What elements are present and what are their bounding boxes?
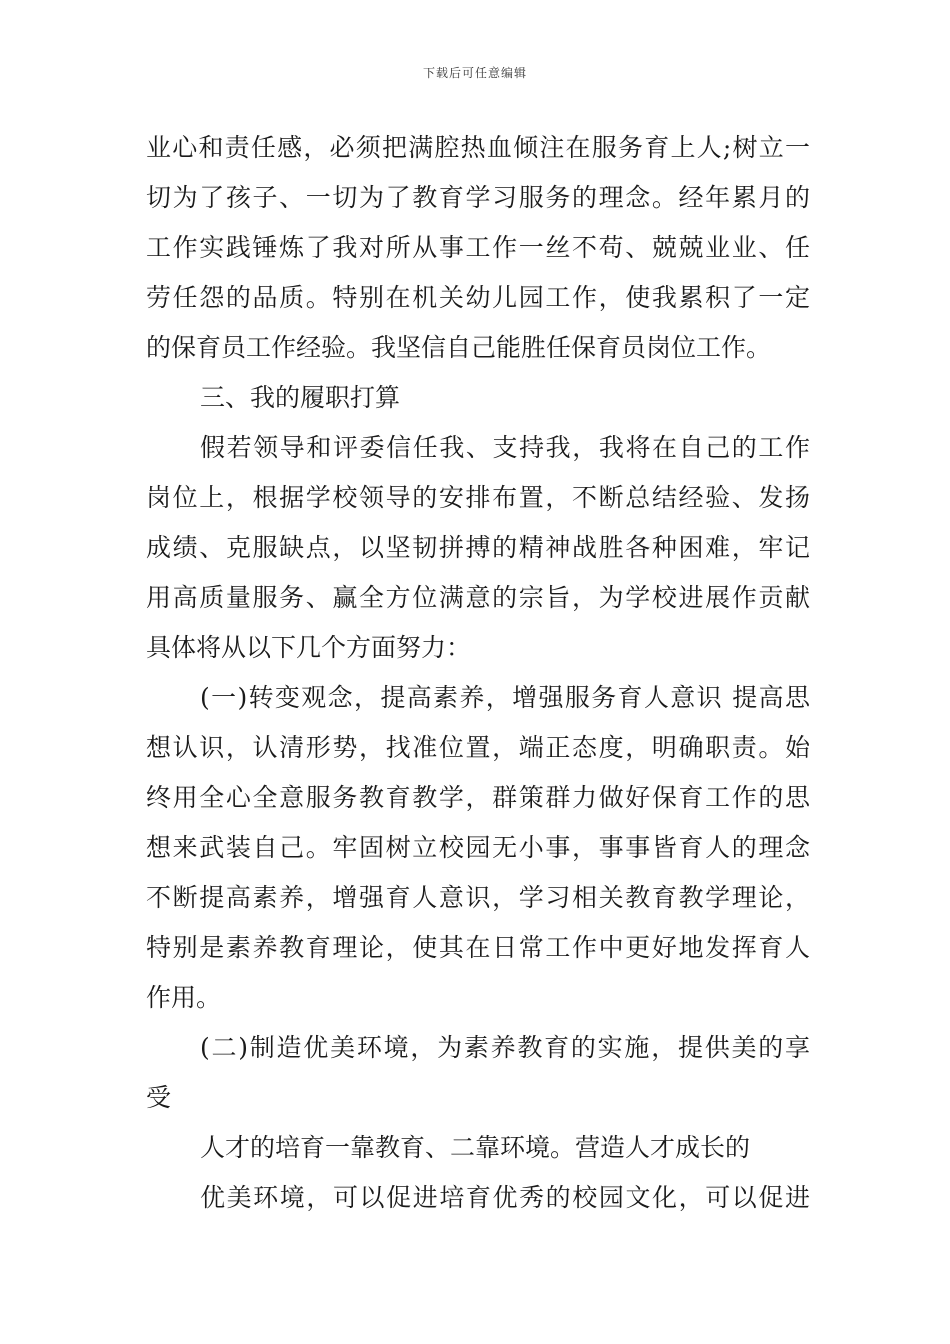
text-line: (二)制造优美环境，为素养教育的实施，提供美的享: [200, 1033, 810, 1062]
text-line: 的保育员工作经验。我坚信自己能胜任保育员岗位工作。: [146, 333, 772, 362]
text-line: 受: [146, 1083, 172, 1112]
text-line: 想认识，认清形势，找准位置，端正态度，明确职责。始: [146, 733, 810, 762]
text-line: 特别是素养教育理论，使其在日常工作中更好地发挥育人: [146, 933, 810, 962]
text-line: (一)转变观念，提高素养，增强服务育人意识 提高思: [200, 683, 810, 712]
text-line: 假若领导和评委信任我、支持我，我将在自己的工作: [200, 433, 810, 462]
document-body: [146, 123, 810, 1223]
text-line: 岗位上，根据学校领导的安排布置，不断总结经验、发扬: [146, 483, 810, 512]
text-line: 劳任怨的品质。特别在机关幼儿园工作，使我累积了一定: [146, 283, 810, 312]
page-header: 下载后可任意编辑: [422, 66, 527, 80]
text-line: 切为了孩子、一切为了教育学习服务的理念。经年累月的: [146, 183, 810, 212]
text-line: 优美环境，可以促进培育优秀的校园文化，可以促进: [200, 1183, 810, 1212]
text-line: 工作实践锤炼了我对所从事工作一丝不苟、兢兢业业、任: [146, 233, 810, 262]
text-line: 想来武装自己。牢固树立校园无小事，事事皆育人的理念: [146, 833, 810, 862]
text-line: 具体将从以下几个方面努力：: [146, 633, 472, 662]
text-line: 作用。: [146, 983, 222, 1012]
text-line: 不断提高素养，增强育人意识，学习相关教育教学理论，: [146, 883, 810, 912]
text-line: 用高质量服务、赢全方位满意的宗旨，为学校进展作贡献: [146, 583, 810, 612]
text-line: 三、我的履职打算: [200, 383, 401, 412]
text-line: 终用全心全意服务教育教学，群策群力做好保育工作的思: [146, 783, 810, 812]
text-line: 人才的培育一靠教育、二靠环境。营造人才成长的: [200, 1133, 751, 1162]
text-line: 业心和责任感，必须把满腔热血倾注在服务育上人;树立一: [146, 133, 810, 162]
text-line: 成绩、克服缺点，以坚韧拼搏的精神战胜各种困难，牢记: [146, 533, 810, 562]
